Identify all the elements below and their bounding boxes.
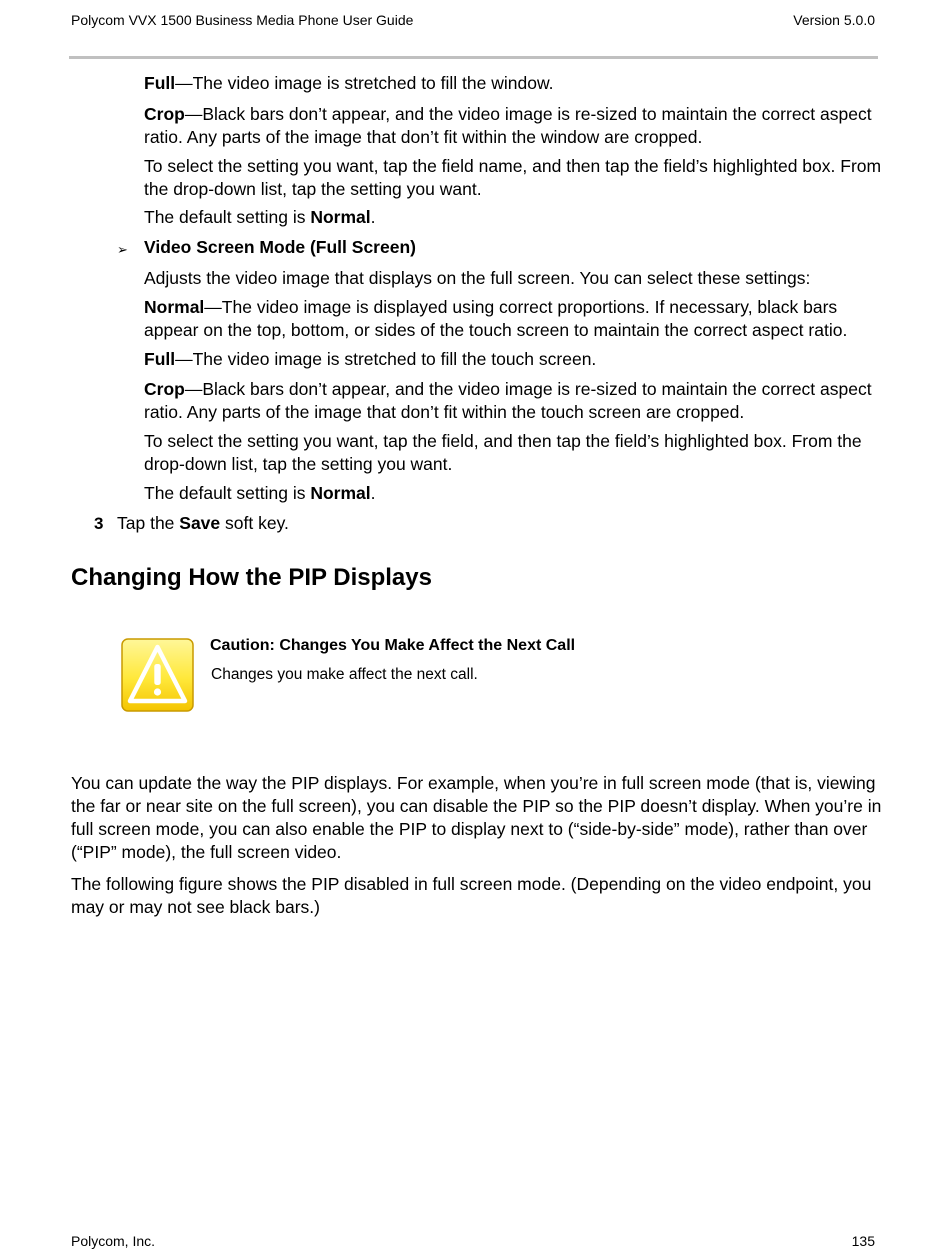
- arrow-bullet-icon: ➢: [117, 242, 128, 257]
- save-key-label: Save: [179, 513, 221, 533]
- option-text: —The video image is stretched to fill the window.: [175, 73, 554, 93]
- default-value: Normal: [310, 207, 371, 227]
- default-suffix: .: [370, 483, 376, 503]
- caution-text: Changes you make affect the next call.: [211, 666, 478, 683]
- window-select-instructions: To select the setting you want, tap the field name, and then tap the field’s highlighted box. From the drop-down list, tap the setting you want.: [144, 156, 882, 199]
- window-default-setting: [144, 206, 884, 229]
- default-value: Normal: [310, 483, 371, 503]
- full-screen-default-setting: [144, 482, 884, 505]
- step-prefix: Tap the: [117, 513, 180, 533]
- step-text: [117, 512, 289, 535]
- header-version: Version 5.0.0: [793, 12, 875, 28]
- full-screen-select-instructions: To select the setting you want, tap the field, and then tap the field’s highlighted box. From the drop-down list, tap the setting you want.: [144, 431, 862, 474]
- footer-company: Polycom, Inc.: [71, 1233, 156, 1249]
- option-term: Crop: [144, 104, 185, 124]
- pip-intro-paragraph: You can update the way the PIP displays. For example, when you’re in full screen mode (that is, viewing the far or near site on the full screen), you can disable the PIP so the PIP doesn’t display. When you’re in full screen mode, you can also enable the PIP to display next to (“side-by-side” mode), rather than over (“PIP” mode), the full screen video.: [71, 773, 882, 862]
- header-divider: [69, 56, 878, 59]
- option-text: —The video image is stretched to fill the touch screen.: [175, 349, 597, 369]
- full-screen-full-option: [144, 348, 884, 371]
- option-text: —Black bars don’t appear, and the video image is re-sized to maintain the correct aspect ratio. Any parts of the image that don’t fit within the touch screen are cropped.: [144, 379, 872, 422]
- default-prefix: The default setting is: [144, 207, 311, 227]
- full-screen-crop-option: [144, 378, 884, 424]
- caution-title: Caution: Changes You Make Affect the Next Call: [210, 637, 576, 654]
- option-term: Crop: [144, 379, 185, 399]
- pip-figure-paragraph: The following figure shows the PIP disabled in full screen mode. (Depending on the video endpoint, you may or may not see black bars.): [71, 874, 872, 917]
- warning-icon: [121, 638, 194, 712]
- default-suffix: .: [370, 207, 376, 227]
- option-text: —Black bars don’t appear, and the video image is re-sized to maintain the correct aspect ratio. Any parts of the image that don’t fit within the window are cropped.: [144, 104, 872, 147]
- header-title: Polycom VVX 1500 Business Media Phone User Guide: [71, 12, 414, 28]
- step-suffix: soft key.: [220, 513, 289, 533]
- option-term: Full: [144, 349, 176, 369]
- full-screen-mode-intro: Adjusts the video image that displays on the full screen. You can select these settings:: [144, 268, 811, 288]
- option-term: Normal: [144, 297, 205, 317]
- option-text: —The video image is displayed using correct proportions. If necessary, black bars appear on the top, bottom, or sides of the touch screen to maintain the correct aspect ratio.: [144, 297, 848, 340]
- window-full-option: [144, 72, 884, 95]
- page-number: 135: [851, 1233, 875, 1249]
- step-number: 3: [94, 514, 104, 533]
- option-term: Full: [144, 73, 176, 93]
- full-screen-mode-heading: Video Screen Mode (Full Screen): [144, 237, 416, 257]
- default-prefix: The default setting is: [144, 483, 311, 503]
- window-crop-option: [144, 103, 884, 149]
- full-screen-normal-option: [144, 296, 884, 342]
- section-title: Changing How the PIP Displays: [71, 564, 432, 591]
